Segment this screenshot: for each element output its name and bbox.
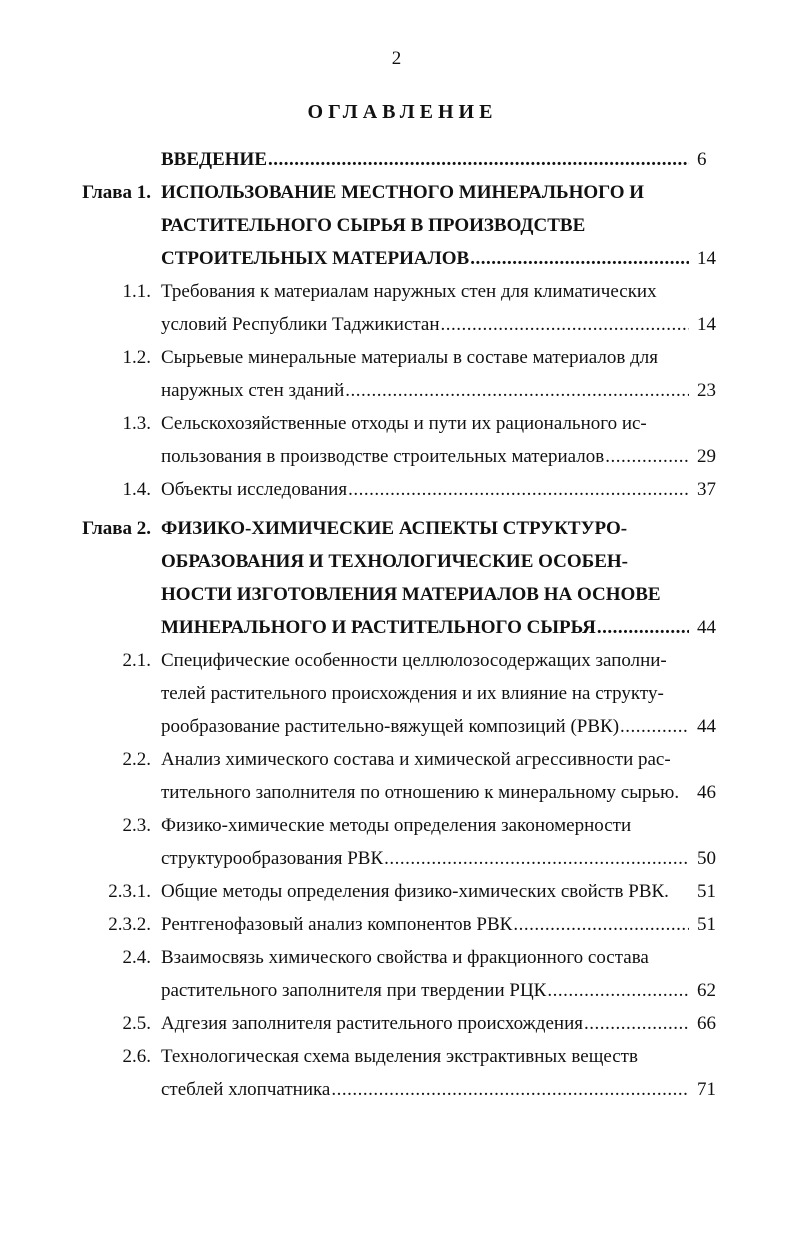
toc-entry-line: МИНЕРАЛЬНОГО И РАСТИТЕЛЬНОГО СЫРЬЯ [161,617,596,638]
toc-entry-number: Глава 2. [82,518,151,539]
toc-entry-line: условий Республики Таджикистан [161,314,440,335]
toc-entry-title [161,1040,692,1106]
toc-entry-title [161,176,692,275]
toc-entry-line: Взаимосвязь химического свойства и фракционного состава [161,947,649,968]
toc-entry-line: наружных стен зданий [161,380,345,401]
toc-entry-page: 44 [697,716,716,737]
toc-entry-number: 2.4. [122,947,151,968]
toc-entry-line: ОБРАЗОВАНИЯ И ТЕХНОЛОГИЧЕСКИЕ ОСОБЕН- [161,551,628,572]
toc-entry-title [161,341,692,407]
toc-entry-number: 2.3. [122,815,151,836]
toc-entry-page: 46 [697,782,716,803]
toc-entry-line: Рентгенофазовый анализ компонентов РВК [161,914,513,935]
toc-entry-page: 29 [697,446,716,467]
toc-entry-number: 2.3.1. [108,881,151,902]
dot-leader [441,308,689,341]
toc-entry-title [161,143,692,176]
toc-entry-page: 71 [697,1079,716,1100]
dot-leader [384,842,689,875]
toc-entry-line: РАСТИТЕЛЬНОГО СЫРЬЯ В ПРОИЗВОДСТВЕ [161,215,586,236]
toc-entry-title [161,644,692,743]
toc-entry-number: 1.2. [122,347,151,368]
toc-entry-number: 2.2. [122,749,151,770]
toc-entry-line: структурообразования РВК [161,848,384,869]
toc-entry-title [161,809,692,875]
dot-leader [268,143,689,176]
dot-leader [348,473,689,506]
toc-entry-line: СТРОИТЕЛЬНЫХ МАТЕРИАЛОВ [161,248,470,269]
toc-entry-page: 50 [697,848,716,869]
toc-entry-line: Анализ химического состава и химической агрессивности рас- [161,749,671,770]
toc-entry-number: 2.1. [122,650,151,671]
toc-title: ОГЛАВЛЕНИЕ [307,101,498,123]
toc-entry-number: 2.5. [122,1013,151,1034]
toc-entry-title [161,275,692,341]
toc-entry-number: Глава 1. [82,182,151,203]
toc-entry-line: ФИЗИКО-ХИМИЧЕСКИЕ АСПЕКТЫ СТРУКТУРО- [161,518,628,539]
toc-entry-number: 2.6. [122,1046,151,1067]
toc-entry-page: 14 [697,314,716,335]
toc-entry-title [161,407,692,473]
toc-entry-line: Объекты исследования [161,479,348,500]
toc-entry-line: Сырьевые минеральные материалы в составе материалов для [161,347,658,368]
dot-leader [584,1007,689,1040]
toc-entry-line: рообразование растительно-вяжущей композиций (РВК) [161,716,620,737]
toc-entry-page: 6 [697,149,707,170]
toc-entry-number: 2.3.2. [108,914,151,935]
dot-leader [605,440,689,473]
dot-leader [331,1073,689,1106]
toc-entry-title [161,941,692,1007]
toc-entry-line: Специфические особенности целлюлозосодержащих заполни- [161,650,667,671]
toc-entry-line: ВВЕДЕНИЕ [161,149,267,170]
dot-leader [345,374,689,407]
dot-leader [470,242,689,275]
toc-entry-page: 14 [697,248,716,269]
toc-entry-title [161,743,692,809]
toc-entry-page: 37 [697,479,716,500]
toc-entry-page: 51 [697,881,716,902]
dot-leader [620,710,689,743]
toc-entry-line: Технологическая схема выделения экстрактивных веществ [161,1046,638,1067]
toc-entry-line: пользования в производстве строительных материалов [161,446,605,467]
page-number: 2 [391,48,402,69]
dot-leader [597,611,689,644]
toc-entry-page: 23 [697,380,716,401]
toc-entry-line: Сельскохозяйственные отходы и пути их рационального ис- [161,413,647,434]
toc-entry-page: 44 [697,617,716,638]
toc-entry-line: тительного заполнителя по отношению к минеральному сырью. [161,782,680,803]
toc-entry-title [161,512,692,644]
toc-entry-line: телей растительного происхождения и их влияние на структу- [161,683,664,704]
toc-entry-title [161,1007,692,1040]
toc-entry-line: стеблей хлопчатника [161,1079,331,1100]
toc-entry-title [161,473,692,506]
toc-entry-line: Общие методы определения физико-химических свойств РВК. [161,881,669,902]
toc-entry-line: Адгезия заполнителя растительного происхождения [161,1013,583,1034]
toc-entry-title [161,875,692,908]
toc-entry-number: 1.4. [122,479,151,500]
toc-entry-line: Требования к материалам наружных стен для климатических [161,281,657,302]
toc-entry-page: 62 [697,980,716,1001]
dot-leader [547,974,689,1007]
toc-entry-number: 1.1. [122,281,151,302]
toc-entry-line: ИСПОЛЬЗОВАНИЕ МЕСТНОГО МИНЕРАЛЬНОГО И [161,182,645,203]
dot-leader [513,908,689,941]
toc-entry-line: растительного заполнителя при твердении РЦК [161,980,547,1001]
toc-entry-number: 1.3. [122,413,151,434]
toc-entry-page: 51 [697,914,716,935]
toc-entry-line: Физико-химические методы определения закономерности [161,815,632,836]
toc-entry-title [161,908,692,941]
toc-entry-line: НОСТИ ИЗГОТОВЛЕНИЯ МАТЕРИАЛОВ НА ОСНОВЕ [161,584,661,605]
toc-entry-page: 66 [697,1013,716,1034]
